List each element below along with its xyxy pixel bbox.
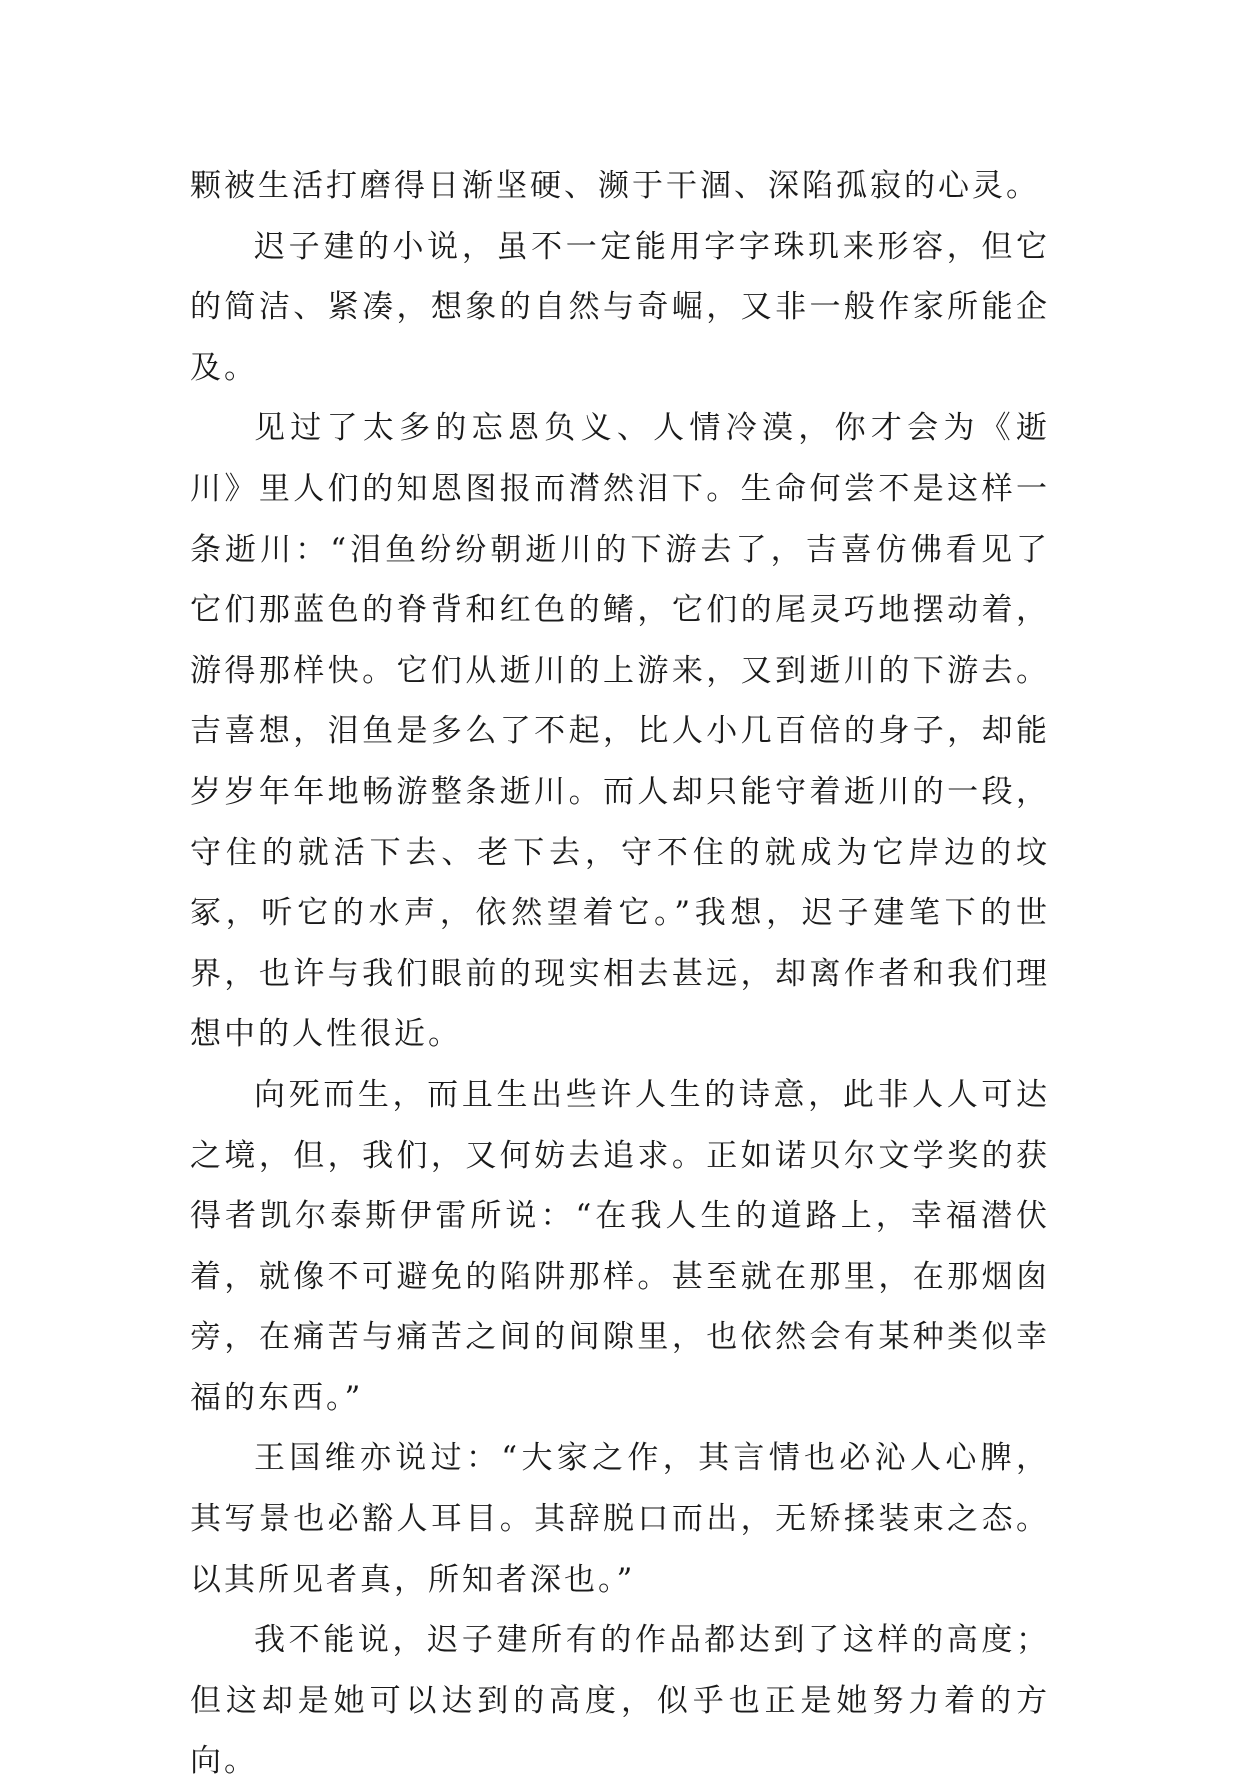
- paragraph-6: 我不能说，迟子建所有的作品都达到了这样的高度；但这却是她可以达到的高度，似乎也正是她努力着的方向。: [190, 1622, 1050, 1780]
- paragraph-4: 向死而生，而且生出些许人生的诗意，此非人人可达之境，但，我们，又何妨去追求。正如诺贝尔文学奖的获得者凯尔泰斯伊雷所说：“在我人生的道路上，幸福潜伏着，就像不可避免的陷阱那样。甚至就在那里，在那烟囱旁，在痛苦与痛苦之间的间隙里，也依然会有某种类似幸福的东西。”: [190, 1076, 1050, 1416]
- paragraph-5: 王国维亦说过：“大家之作，其言情也必沁人心脾，其写景也必豁人耳目。其辞脱口而出，无矫揉装束之态。以其所见者真，所知者深也。”: [190, 1440, 1050, 1598]
- body-text: [190, 156, 1050, 1792]
- paragraph-1: 颗被生活打磨得日渐坚硬、濒于干涸、深陷孤寂的心灵。: [190, 168, 1040, 204]
- paragraph-2: 迟子建的小说，虽不一定能用字字珠玑来形容，但它的简洁、紧凑，想象的自然与奇崛，又非一般作家所能企及。: [190, 228, 1050, 386]
- paragraph-3: 见过了太多的忘恩负义、人情冷漠，你才会为《逝川》里人们的知恩图报而潸然泪下。生命何尝不是这样一条逝川：“泪鱼纷纷朝逝川的下游去了，吉喜仿佛看见了它们那蓝色的脊背和红色的鳍，它们的尾灵巧地摆动着，游得那样快。它们从逝川的上游来，又到逝川的下游去。吉喜想，泪鱼是多么了不起，比人小几百倍的身子，却能岁岁年年地畅游整条逝川。而人却只能守着逝川的一段，守住的就活下去、老下去，守不住的就成为它岸边的坟冢，听它的水声，依然望着它。”我想，迟子建笔下的世界，也许与我们眼前的现实相去甚远，却离作者和我们理想中的人性很近。: [190, 410, 1050, 1053]
